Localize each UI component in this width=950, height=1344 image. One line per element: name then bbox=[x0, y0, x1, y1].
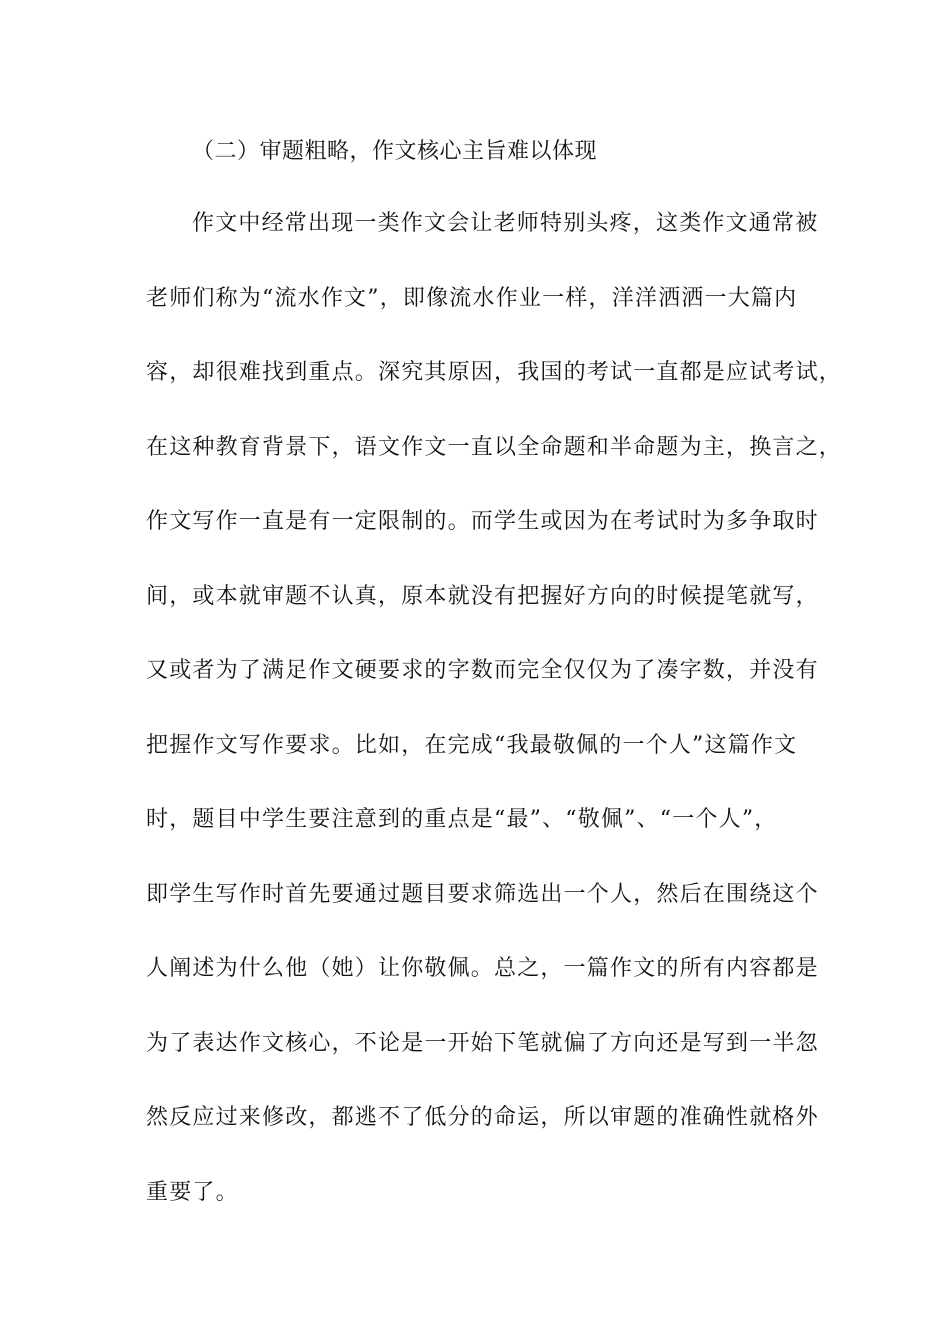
paragraph-line: 为了表达作文核心，不论是一开始下笔就偏了方向还是写到一半忽 bbox=[146, 1031, 819, 1056]
paragraph-line: 把握作文写作要求。比如，在完成“我最敬佩的一个人”这篇作文 bbox=[146, 733, 798, 758]
paragraph-line: 作文写作一直是有一定限制的。而学生或因为在考试时为多争取时 bbox=[146, 509, 819, 534]
paragraph-line: 然反应过来修改，都逃不了低分的命运，所以审题的准确性就格外 bbox=[146, 1105, 819, 1130]
paragraph-line: 重要了。 bbox=[146, 1180, 239, 1205]
paragraph-line: 在这种教育背景下，语文作文一直以全命题和半命题为主，换言之， bbox=[146, 435, 843, 460]
section-heading: （二）审题粗略，作文核心主旨难以体现 bbox=[192, 139, 598, 164]
paragraph-line: 间，或本就审题不认真，原本就没有把握好方向的时候提笔就写， bbox=[146, 584, 819, 609]
paragraph-line: 时，题目中学生要注意到的重点是“最”、“敬佩”、“一个人”， bbox=[146, 807, 778, 832]
paragraph-line: 老师们称为“流水作文”，即像流水作业一样，洋洋洒洒一大篇内 bbox=[146, 286, 798, 311]
paragraph-line: 又或者为了满足作文硬要求的字数而完全仅仅为了凑字数，并没有 bbox=[146, 658, 819, 683]
paragraph-line: 即学生写作时首先要通过题目要求筛选出一个人，然后在围绕这个 bbox=[146, 882, 819, 907]
paragraph-line: 作文中经常出现一类作文会让老师特别头疼，这类作文通常被 bbox=[192, 211, 819, 236]
paragraph-line: 容，却很难找到重点。深究其原因，我国的考试一直都是应试考试， bbox=[146, 360, 843, 385]
paragraph-line: 人阐述为什么他（她）让你敬佩。总之，一篇作文的所有内容都是 bbox=[146, 956, 819, 981]
